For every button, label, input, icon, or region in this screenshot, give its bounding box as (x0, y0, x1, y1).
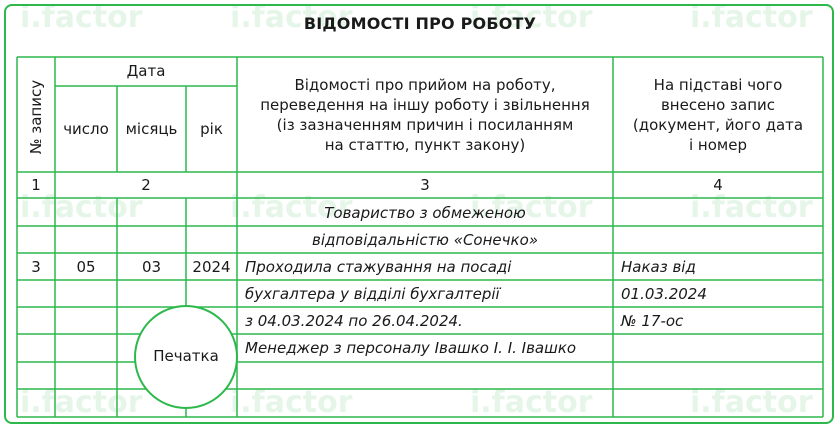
column-number: 1 (31, 176, 41, 194)
header-basis-line: і номер (689, 136, 747, 154)
watermark: i.factor (690, 385, 813, 420)
header-info-line: Відомості про прийом на роботу, (294, 76, 556, 94)
watermark: i.factor (20, 0, 143, 35)
company-name-line: відповідальністю «Сонечко» (311, 231, 539, 249)
record-month: 03 (141, 258, 162, 276)
stamp-label: Печатка (153, 347, 219, 365)
header-info-line: переведення на іншу роботу і звільнення (260, 96, 590, 114)
watermark: i.factor (20, 385, 143, 420)
watermark: i.factor (470, 385, 593, 420)
header-info-line: на статтю, пункт закону) (324, 136, 526, 154)
page-title: ВІДОМОСТІ ПРО РОБОТУ (303, 14, 537, 33)
column-number: 2 (141, 176, 151, 194)
header-basis-line: На підставі чого (653, 76, 783, 94)
record-number: 3 (31, 258, 41, 276)
record-basis-line: 01.03.2024 (621, 285, 707, 303)
header-info-line: (із зазначенням причин і посиланням (276, 116, 574, 134)
watermark: i.factor (690, 0, 813, 35)
record-day: 05 (76, 258, 96, 276)
company-name-line: Товариство з обмеженою (324, 204, 526, 222)
watermark: i.factor (470, 190, 593, 225)
record-basis-line: Наказ від (621, 258, 696, 276)
stamp (134, 305, 238, 409)
record-text-line: Проходила стажування на посаді (245, 258, 512, 276)
watermark: i.factor (230, 385, 353, 420)
record-text-line: Менеджер з персоналу Івашко І. І. Івашко (245, 339, 577, 357)
column-number: 4 (713, 176, 723, 194)
watermark: i.factor (690, 190, 813, 225)
watermark: i.factor (470, 0, 593, 35)
header-day: число (63, 120, 109, 138)
record-text-line: бухгалтера у відділі бухгалтерії (245, 285, 500, 303)
header-year: рік (200, 120, 223, 138)
record-year: 2024 (192, 258, 231, 276)
header-record-number: № запису (27, 79, 45, 155)
record-text-line: з 04.03.2024 по 26.04.2024. (245, 312, 463, 330)
header-month: місяць (125, 120, 178, 138)
record-basis-line: № 17-ос (621, 312, 684, 330)
header-date: Дата (126, 62, 166, 80)
header-basis-line: (документ, його дата (632, 116, 804, 134)
column-number: 3 (420, 176, 430, 194)
watermark: i.factor (230, 0, 353, 35)
header-basis-line: внесено запис (660, 96, 776, 114)
watermark: i.factor (20, 190, 143, 225)
watermark: i.factor (230, 190, 353, 225)
